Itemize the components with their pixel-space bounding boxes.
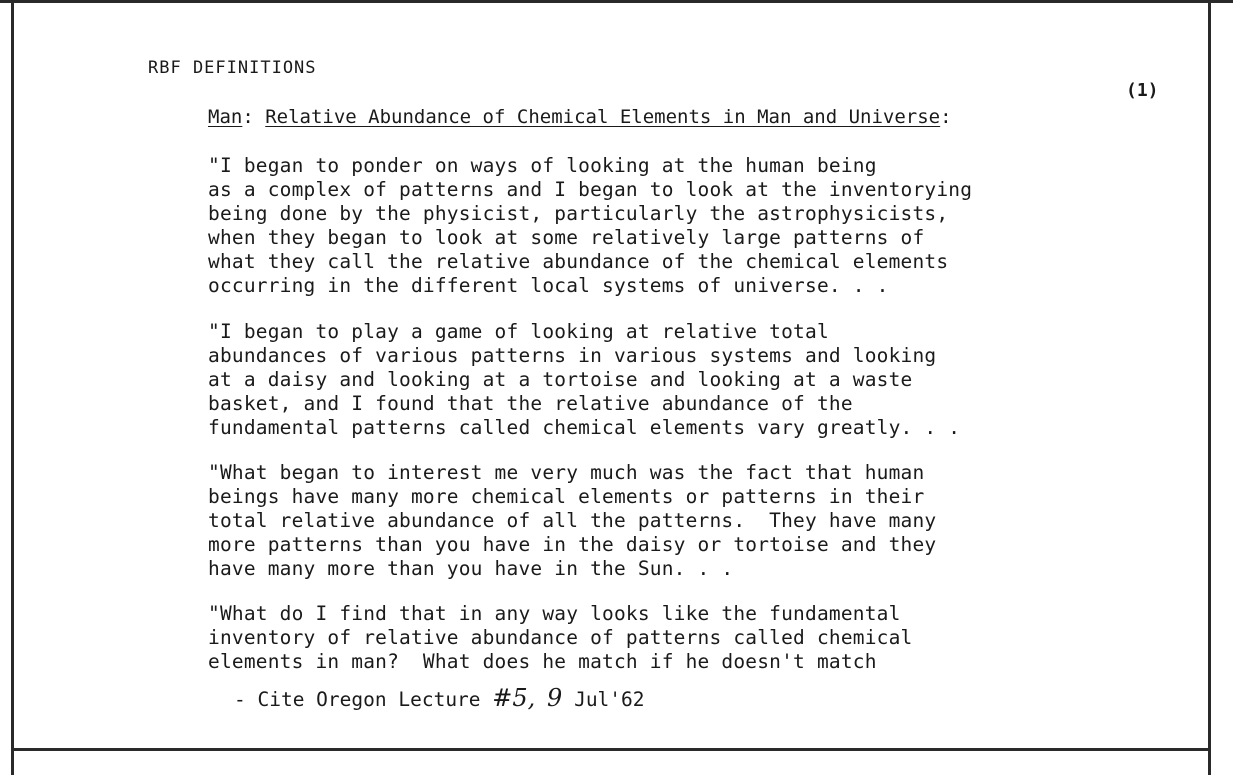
quote-line: total relative abundance of all the patterns. They have many — [208, 509, 937, 532]
quote-line: have many more than you have in the Sun. . . — [208, 557, 734, 580]
subject-end-punct: : — [940, 106, 952, 128]
quote-paragraph-2 — [208, 320, 960, 440]
citation-number: #5, — [492, 684, 536, 712]
subject-title: Relative Abundance of Chemical Elements in Man and Universe — [265, 106, 941, 128]
subject-topic: Man — [208, 106, 243, 128]
quote-line: "What do I find that in any way looks like the fundamental — [208, 602, 901, 625]
page-number: (1) — [1126, 80, 1159, 101]
citation-text: - Cite Oregon Lecture — [234, 688, 493, 711]
document-header: RBF DEFINITIONS — [148, 58, 317, 78]
quote-paragraph-1 — [208, 154, 972, 298]
quote-line: abundances of various patterns in various systems and looking — [208, 344, 937, 367]
quote-line: elements in man? What does he match if he doesn't match — [208, 650, 877, 673]
quote-line: "What began to interest me very much was the fact that human — [208, 461, 925, 484]
quote-paragraph-3 — [208, 461, 936, 581]
frame-left-border — [11, 0, 14, 775]
quote-line: "I began to ponder on ways of looking at the human being — [208, 154, 877, 177]
quote-line: what they call the relative abundance of the chemical elements — [208, 250, 949, 273]
frame-bottom-border — [11, 748, 1211, 751]
quote-line: as a complex of patterns and I began to look at the inventorying — [208, 178, 973, 201]
quote-line: when they began to look at some relatively large patterns of — [208, 226, 925, 249]
frame-top-border — [0, 0, 1233, 3]
citation-line — [234, 684, 645, 712]
quote-paragraph-4 — [208, 602, 912, 674]
subject-separator: : — [242, 106, 266, 128]
quote-line: inventory of relative abundance of patterns called chemical — [208, 626, 913, 649]
quote-line: more patterns than you have in the daisy or tortoise and they — [208, 533, 937, 556]
quote-line: beings have many more chemical elements or patterns in their — [208, 485, 925, 508]
quote-line: "I began to play a game of looking at relative total — [208, 320, 829, 343]
subject-line — [208, 106, 952, 128]
quote-line: basket, and I found that the relative abundance of the — [208, 392, 853, 415]
citation-day: 9 — [547, 684, 563, 712]
frame-right-border — [1208, 0, 1211, 775]
quote-line: occurring in the different local systems of universe. . . — [208, 274, 889, 297]
quote-line: at a daisy and looking at a tortoise and looking at a waste — [208, 368, 913, 391]
quote-line: fundamental patterns called chemical elements vary greatly. . . — [208, 416, 961, 439]
quote-line: being done by the physicist, particularly the astrophysicists, — [208, 202, 949, 225]
citation-date: Jul'62 — [574, 688, 645, 711]
